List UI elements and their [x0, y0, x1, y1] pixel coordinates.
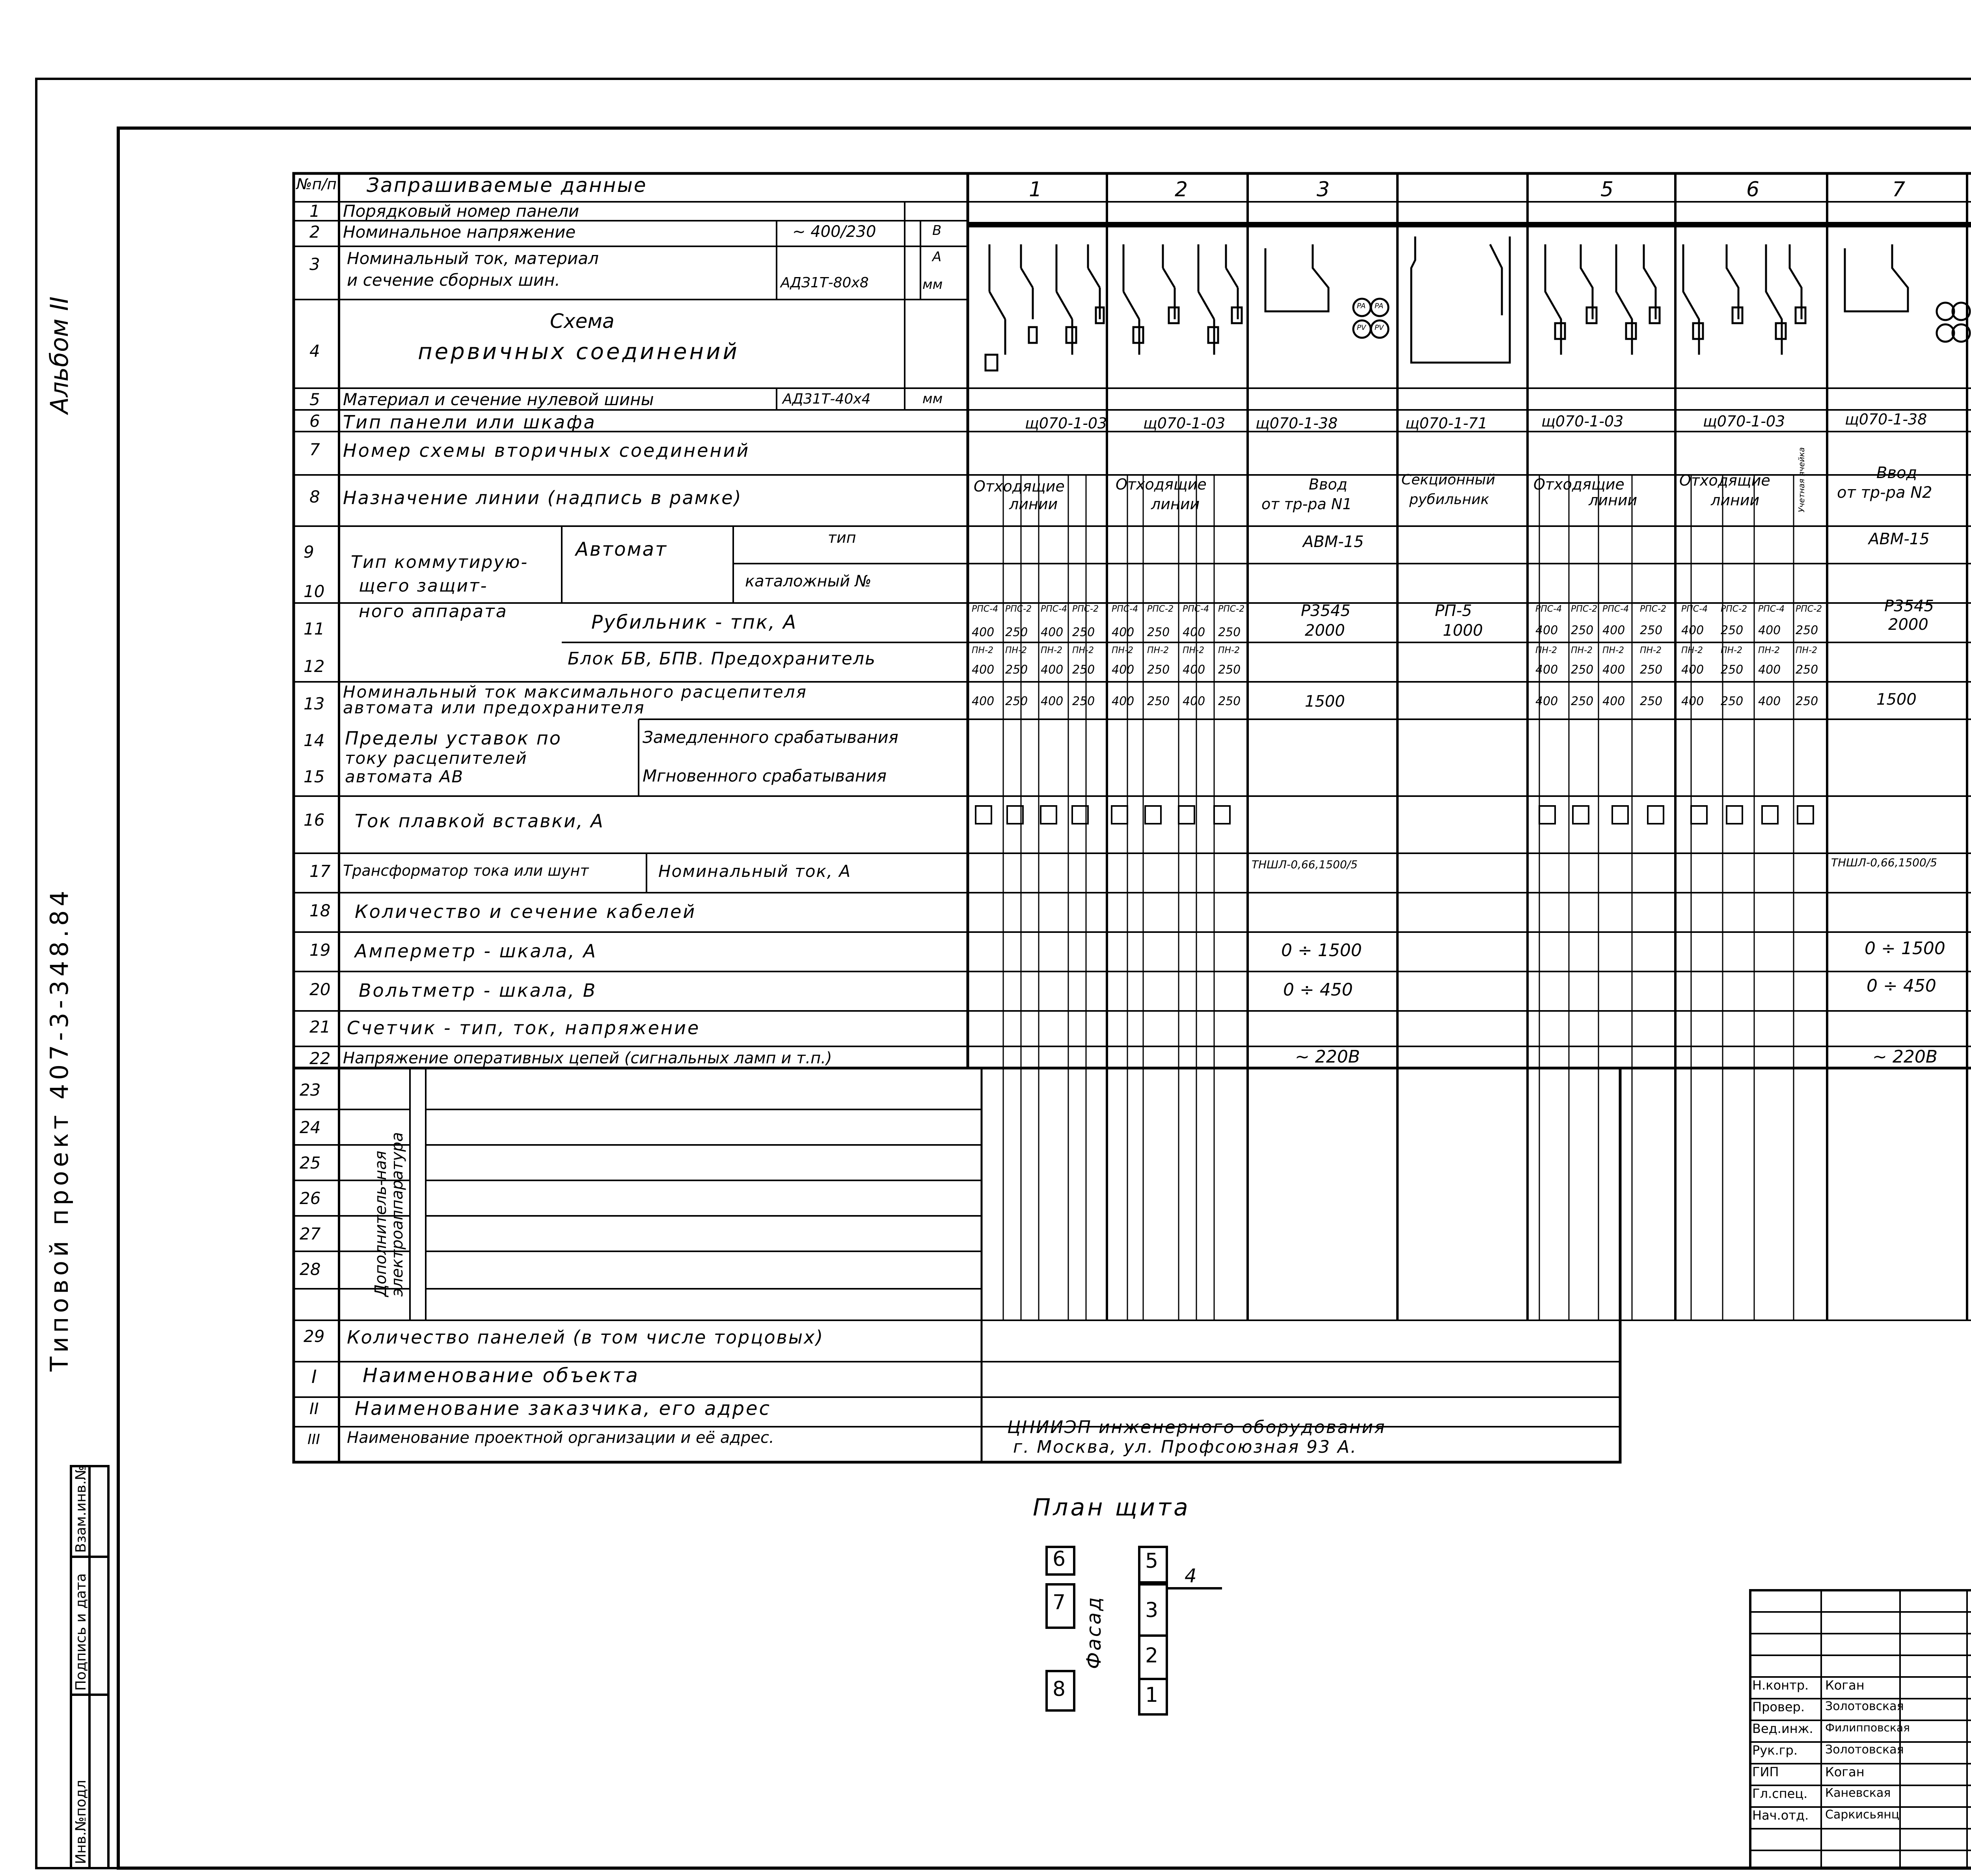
row-8-text: Назначение линии (надпись в рамке): [343, 487, 742, 508]
panel-type-3: щ070-1-38: [1256, 415, 1338, 432]
plan-cell-8: 8: [1053, 1677, 1066, 1701]
album-label: Альбом II: [45, 296, 74, 414]
row-7-num: 7: [309, 440, 320, 459]
sw-1d-val: 250: [1072, 625, 1095, 639]
fuse-6c-val: 400: [1758, 663, 1781, 677]
purpose-1-line2: линии: [1009, 495, 1058, 513]
sw-6d: РПС-2: [1796, 604, 1822, 614]
tb-role-2: Провер.: [1752, 1699, 1805, 1714]
plan-cell-7: 7: [1053, 1591, 1066, 1614]
panel-type-1: щ070-1-03: [1025, 415, 1107, 432]
r13-1a: 400: [972, 694, 995, 708]
panel-number-2: 2: [1175, 178, 1188, 201]
plan-cell-6: 6: [1053, 1547, 1066, 1571]
panel-type-4: щ070-1-71: [1405, 415, 1488, 432]
row-14-text: Пределы уставок по: [345, 728, 562, 749]
r13-6d: 250: [1796, 694, 1818, 708]
fuse-2b: ПН-2: [1147, 646, 1169, 655]
row-29-num: 29: [304, 1327, 325, 1346]
sw-2a-val: 400: [1112, 625, 1135, 639]
plan-cell-1: 1: [1145, 1683, 1159, 1707]
row-8-num: 8: [309, 487, 320, 506]
sw-6a-val: 400: [1681, 623, 1704, 637]
row-29-text: Количество панелей (в том числе торцовых): [347, 1327, 824, 1348]
row-21-num: 21: [309, 1017, 331, 1037]
row-17-sub: Номинальный ток, А: [658, 862, 851, 881]
sw-5c-val: 400: [1602, 623, 1625, 637]
avm-panel-3: АВМ-15: [1303, 533, 1364, 551]
sw-5c: РПС-4: [1602, 604, 1629, 614]
opv-panel-7: ~ 220В: [1872, 1047, 1938, 1067]
row-5-num: 5: [309, 390, 320, 409]
ammeter-panel-3: 0 ÷ 1500: [1281, 940, 1362, 960]
r13-1c: 400: [1041, 694, 1064, 708]
rub-panel-7-current: 2000: [1888, 616, 1928, 634]
row-3-text2: и сечение сборных шин.: [347, 270, 560, 290]
r13-6a: 400: [1681, 694, 1704, 708]
fuse-1c: ПН-2: [1041, 646, 1063, 655]
fuse-5a: ПН-2: [1535, 646, 1557, 655]
row-1-text: Порядковый номер панели: [343, 201, 579, 221]
purpose-3-line2: от тр-ра N1: [1261, 495, 1352, 513]
row-15-text2: автомата АВ: [345, 767, 464, 786]
row-7-text: Номер схемы вторичных соединений: [343, 440, 750, 461]
fuse-6b: ПН-2: [1721, 646, 1743, 655]
row-17-text: Трансформатор тока или шунт: [343, 862, 589, 879]
panel-type-6: щ070-1-03: [1703, 413, 1785, 430]
row-4-num: 4: [309, 341, 320, 361]
r13-5b: 250: [1571, 694, 1594, 708]
sw-6d-val: 250: [1796, 623, 1818, 637]
row-III-text: Наименование проектной организации и её адрес.: [347, 1429, 774, 1447]
fuse-6c: ПН-2: [1758, 646, 1780, 655]
panel-type-2: щ070-1-03: [1143, 415, 1226, 432]
fuse-5b-val: 250: [1571, 663, 1594, 677]
sw-5d: РПС-2: [1640, 604, 1667, 614]
voltmeter-panel-7: 0 ÷ 450: [1867, 976, 1936, 996]
ammeter-panel-7: 0 ÷ 1500: [1865, 938, 1945, 958]
fuse-5c-val: 400: [1602, 663, 1625, 677]
tb-role-7: Нач.отд.: [1752, 1808, 1809, 1823]
row-9-text: Тип коммутирую-: [351, 552, 529, 572]
sw-1c-val: 400: [1041, 625, 1064, 639]
r13-panel-3: 1500: [1305, 692, 1345, 711]
ct-panel-7: ТНШЛ-0,66,1500/5: [1831, 856, 1937, 869]
r13-5c: 400: [1602, 694, 1625, 708]
row-12-sub: Блок БВ, БПВ. Предохранитель: [568, 649, 876, 669]
instr-pa-3b: PA: [1375, 302, 1384, 310]
row-4-text2: первичных соединений: [418, 339, 740, 365]
r13-6c: 400: [1758, 694, 1781, 708]
org-address-line2: г. Москва, ул. Профсоюзная 93 А.: [1013, 1437, 1358, 1457]
row-I-num: I: [311, 1366, 317, 1387]
sw-5a-val: 400: [1535, 623, 1558, 637]
row-6-num: 6: [309, 411, 320, 431]
row-16-text: Ток плавкой вставки, А: [355, 810, 604, 832]
fuse-5d-val: 250: [1640, 663, 1663, 677]
fuse-6a: ПН-2: [1681, 646, 1703, 655]
fuse-1a: ПН-2: [972, 646, 994, 655]
purpose-metering-cell: Учетная ячейка: [1797, 447, 1806, 512]
row-18-num: 18: [309, 901, 331, 920]
purpose-2-line1: Отходящие: [1116, 476, 1207, 493]
sw-5d-val: 250: [1640, 623, 1663, 637]
fuse-5d: ПН-2: [1640, 646, 1662, 655]
fuse-1a-val: 400: [972, 663, 995, 677]
sw-1d: РПС-2: [1072, 604, 1099, 614]
sw-2b: РПС-2: [1147, 604, 1174, 614]
row-19-text: Амперметр - шкала, А: [355, 940, 597, 962]
tb-role-5: ГИП: [1752, 1764, 1779, 1779]
row-22-num: 22: [309, 1049, 331, 1068]
instr-pv-3b: PV: [1375, 324, 1384, 332]
row-17-num: 17: [309, 862, 331, 881]
row-18-text: Количество и сечение кабелей: [355, 901, 697, 922]
r13-2b: 250: [1147, 694, 1170, 708]
panel-number-7: 7: [1892, 178, 1906, 201]
panel-type-5: щ070-1-03: [1541, 413, 1624, 430]
row-22-text: Напряжение оперативных цепей (сигнальных ламп и т.п.): [343, 1049, 832, 1067]
purpose-5-line2: линии: [1589, 491, 1638, 509]
tb-role-1: Н.контр.: [1752, 1678, 1809, 1693]
row-3-text: Номинальный ток, материал: [347, 249, 599, 268]
fuse-1c-val: 400: [1041, 663, 1064, 677]
r13-6b: 250: [1721, 694, 1744, 708]
tb-name-2: Золотовская: [1825, 1699, 1904, 1713]
r13-2d: 250: [1218, 694, 1241, 708]
tb-role-3: Вед.инж.: [1752, 1721, 1813, 1736]
fuse-5b: ПН-2: [1571, 646, 1593, 655]
sw-2d-val: 250: [1218, 625, 1241, 639]
panel-number-5: 5: [1600, 178, 1614, 201]
row-9-num: 9: [304, 542, 314, 562]
row-15-sub: Мгновенного срабатывания: [643, 766, 887, 785]
row-5-unit: мм: [922, 391, 943, 407]
rub-panel-3: Р3545: [1301, 602, 1351, 620]
sw-6b: РПС-2: [1721, 604, 1747, 614]
row-14-sub: Замедленного срабатывания: [643, 728, 898, 747]
purpose-2-line2: линии: [1151, 495, 1200, 513]
row-23-num: 23: [300, 1080, 321, 1100]
row-12-num: 12: [304, 657, 325, 676]
voltmeter-panel-3: 0 ÷ 450: [1283, 980, 1353, 1000]
row-13-text: Номинальный ток максимального расцепителя: [343, 682, 807, 702]
purpose-4-line2: рубильник: [1409, 491, 1489, 508]
fuse-6a-val: 400: [1681, 663, 1704, 677]
row-II-num: II: [309, 1400, 319, 1418]
plan-title: План щита: [1033, 1494, 1190, 1521]
fuse-1b: ПН-2: [1005, 646, 1027, 655]
sw-5a: РПС-4: [1535, 604, 1562, 614]
r13-1d: 250: [1072, 694, 1095, 708]
tb-role-4: Рук.гр.: [1752, 1743, 1798, 1758]
row-2-unit: В: [932, 223, 942, 238]
fuse-2c-val: 400: [1183, 663, 1205, 677]
row-14-num: 14: [304, 731, 325, 750]
tb-name-4: Золотовская: [1825, 1743, 1904, 1757]
row-11-num: 11: [304, 619, 325, 638]
purpose-7-line1: Ввод: [1876, 464, 1917, 482]
rub-panel-4-current: 1000: [1443, 622, 1483, 640]
fuse-6d-val: 250: [1796, 663, 1818, 677]
tb-name-6: Каневская: [1825, 1786, 1891, 1800]
row-26-num: 26: [300, 1189, 321, 1208]
row-11-text: ного аппарата: [359, 601, 508, 622]
sw-1b: РПС-2: [1005, 604, 1032, 614]
tb-name-5: Коган: [1825, 1764, 1865, 1779]
row-3-unit2: мм: [922, 277, 943, 292]
r13-panel-7: 1500: [1876, 690, 1917, 709]
row-5-value: АД31Т-40х4: [782, 391, 871, 407]
sw-2a: РПС-4: [1112, 604, 1138, 614]
sw-2c-val: 400: [1183, 625, 1205, 639]
panel-number-1: 1: [1029, 178, 1042, 201]
fuse-6b-val: 250: [1721, 663, 1744, 677]
row-10-num: 10: [304, 582, 325, 601]
row-3-num: 3: [309, 255, 320, 274]
purpose-1-line1: Отходящие: [974, 478, 1065, 495]
fuse-2a: ПН-2: [1112, 646, 1134, 655]
sw-5b-val: 250: [1571, 623, 1594, 637]
row-11-sub: Рубильник - тпк, А: [591, 611, 797, 633]
purpose-6-line2: линии: [1711, 491, 1760, 509]
plan-cell-5: 5: [1145, 1549, 1159, 1573]
purpose-4-line1: Секционный: [1401, 472, 1495, 488]
tb-role-6: Гл.спец.: [1752, 1786, 1808, 1801]
sw-5b: РПС-2: [1571, 604, 1598, 614]
row-4-text: Схема: [550, 310, 615, 333]
purpose-7-line2: от тр-ра N2: [1837, 484, 1932, 502]
row-16-num: 16: [304, 810, 325, 830]
row-5-text: Материал и сечение нулевой шины: [343, 390, 654, 409]
tb-name-7: Саркисьянц: [1825, 1808, 1900, 1822]
avm-panel-7: АВМ-15: [1869, 530, 1930, 548]
fuse-6d: ПН-2: [1796, 646, 1818, 655]
row-20-num: 20: [309, 980, 331, 999]
project-label: Типовой проект 407-3-348.84: [45, 887, 74, 1372]
stamp-signature-label: Подпись и дата: [73, 1573, 89, 1691]
row-3-value: АДЗ1Т-80х8: [781, 275, 869, 291]
stamp-replace-label: Взам.инв.№: [73, 1465, 89, 1553]
row-3-unit: А: [932, 249, 942, 265]
fuse-1d-val: 250: [1072, 663, 1095, 677]
row-1-num: 1: [309, 201, 320, 221]
stamp-inv-label: Инв.№подл: [73, 1779, 89, 1864]
rub-panel-4: РП-5: [1435, 602, 1472, 620]
sw-2b-val: 250: [1147, 625, 1170, 639]
purpose-6-line1: Отходящие: [1679, 472, 1770, 489]
plan-pointer-4: 4: [1185, 1565, 1197, 1587]
facade-label: Фасад: [1082, 1595, 1105, 1669]
row-10-text: щего защит-: [359, 576, 488, 596]
panel-type-7: щ070-1-38: [1845, 411, 1927, 428]
header-title: Запрашиваемые данные: [367, 174, 647, 197]
extra-equipment-label: Дополнитель-ная электроаппаратура: [372, 1132, 406, 1297]
r13-5a: 400: [1535, 694, 1558, 708]
row-13-text2: автомата или предохранителя: [343, 698, 645, 717]
fuse-1d: ПН-2: [1072, 646, 1094, 655]
sw-1a: РПС-4: [972, 604, 999, 614]
fuse-1b-val: 250: [1005, 663, 1028, 677]
row-2-num: 2: [309, 222, 320, 242]
ct-panel-3: ТНШЛ-0,66,1500/5: [1252, 858, 1358, 871]
instr-pv-3: PV: [1357, 324, 1366, 332]
row-24-num: 24: [300, 1118, 321, 1137]
fuse-2d: ПН-2: [1218, 646, 1240, 655]
opv-panel-3: ~ 220В: [1295, 1047, 1360, 1067]
sw-1c: РПС-4: [1041, 604, 1067, 614]
purpose-5-line1: Отходящие: [1533, 476, 1624, 493]
row-9-sub: Автомат: [576, 538, 668, 560]
fuse-5c: ПН-2: [1602, 646, 1624, 655]
rub-panel-3-current: 2000: [1305, 622, 1345, 640]
sw-1b-val: 250: [1005, 625, 1028, 639]
header-num: №п/п: [296, 175, 337, 193]
panel-number-6: 6: [1746, 178, 1760, 201]
row-2-text: Номинальное напряжение: [343, 222, 576, 242]
row-28-num: 28: [300, 1260, 321, 1279]
plan-cell-2: 2: [1145, 1644, 1159, 1668]
sw-2d: РПС-2: [1218, 604, 1245, 614]
instr-pa-3: PA: [1357, 302, 1366, 310]
row-10-sub2: каталожный №: [745, 572, 872, 590]
sw-6a: РПС-4: [1681, 604, 1708, 614]
row-6-text: Тип панели или шкафа: [343, 411, 596, 433]
org-address-line1: ЦНИИЭП инженерного оборудования: [1007, 1417, 1386, 1437]
panel-number-3: 3: [1317, 178, 1330, 201]
row-19-num: 19: [309, 940, 331, 960]
r13-1b: 250: [1005, 694, 1028, 708]
r13-2a: 400: [1112, 694, 1135, 708]
row-13-num: 13: [304, 694, 325, 713]
tb-name-1: Коган: [1825, 1678, 1865, 1693]
purpose-3-line1: Ввод: [1309, 476, 1347, 493]
row-II-text: Наименование заказчика, его адрес: [355, 1398, 771, 1420]
row-15-text: току расцепителей: [345, 748, 527, 768]
row-9-sub2: тип: [828, 529, 856, 546]
fuse-2a-val: 400: [1112, 663, 1135, 677]
sw-6b-val: 250: [1721, 623, 1744, 637]
sw-6c-val: 400: [1758, 623, 1781, 637]
row-20-text: Вольтметр - шкала, В: [359, 980, 597, 1001]
fuse-5a-val: 400: [1535, 663, 1558, 677]
tb-name-3: Филипповская: [1825, 1721, 1910, 1734]
sw-6c: РПС-4: [1758, 604, 1785, 614]
fuse-2c: ПН-2: [1183, 646, 1205, 655]
row-21-text: Счетчик - тип, ток, напряжение: [347, 1017, 700, 1038]
fuse-2d-val: 250: [1218, 663, 1241, 677]
sw-1a-val: 400: [972, 625, 995, 639]
row-III-num: III: [307, 1431, 320, 1448]
r13-5d: 250: [1640, 694, 1663, 708]
row-I-text: Наименование объекта: [363, 1364, 639, 1387]
plan-cell-3: 3: [1145, 1599, 1159, 1622]
row-27-num: 27: [300, 1224, 321, 1243]
r13-2c: 400: [1183, 694, 1205, 708]
fuse-2b-val: 250: [1147, 663, 1170, 677]
sw-2c: РПС-4: [1183, 604, 1209, 614]
rub-panel-7: Р3545: [1884, 597, 1934, 615]
row-25-num: 25: [300, 1153, 321, 1172]
row-2-value: ~ 400/230: [792, 223, 876, 241]
row-15-num: 15: [304, 767, 325, 786]
